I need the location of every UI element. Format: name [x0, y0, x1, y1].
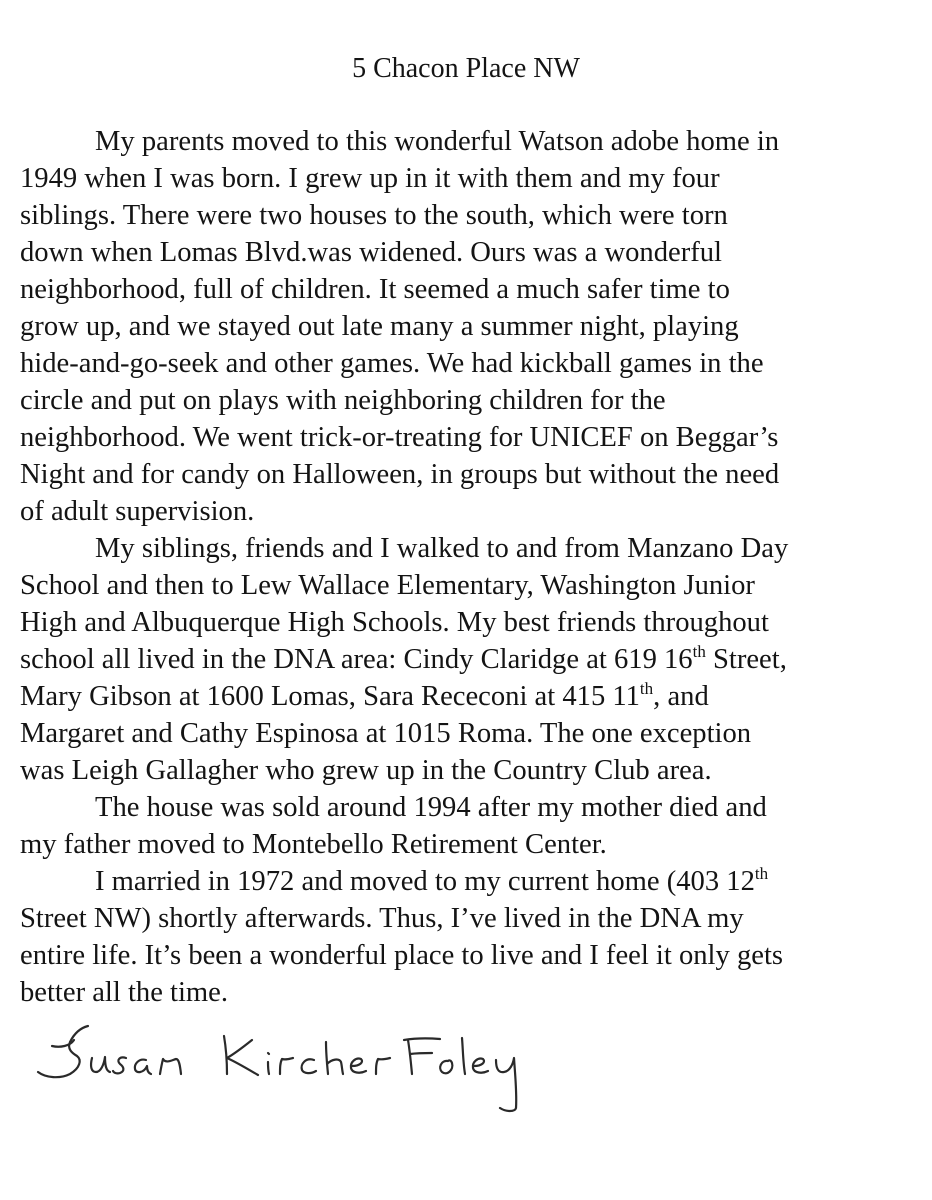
signature-drawing	[30, 1012, 540, 1117]
paragraph-4-line-4: better all the time.	[20, 977, 229, 1008]
line-text: , and	[653, 681, 709, 712]
paragraph-3-line-2: my father moved to Montebello Retirement Center.	[20, 829, 607, 860]
paragraph-4-line-1	[95, 864, 768, 900]
paragraph-2-line-5	[20, 679, 709, 715]
paragraph-1-line-9: neighborhood. We went trick-or-treating for UNICEF on Beggar’s	[20, 422, 779, 453]
paragraph-3-line-1: The house was sold around 1994 after my mother died and	[95, 792, 767, 823]
line-text: Mary Gibson at 1600 Lomas, Sara Receconi at 415 11	[20, 681, 640, 712]
paragraph-2-line-3: High and Albuquerque High Schools. My best friends throughout	[20, 607, 769, 638]
paragraph-4-line-2: Street NW) shortly afterwards. Thus, I’ve lived in the DNA my	[20, 903, 744, 934]
paragraph-2-line-1: My siblings, friends and I walked to and from Manzano Day	[95, 533, 789, 564]
paragraph-1-line-11: of adult supervision.	[20, 496, 255, 527]
ordinal-suffix: th	[754, 864, 769, 883]
paragraph-2-line-6: Margaret and Cathy Espinosa at 1015 Roma. The one exception	[20, 718, 752, 749]
line-text: school all lived in the DNA area: Cindy Claridge at 619 16	[20, 644, 693, 675]
paragraph-4-line-3: entire life. It’s been a wonderful place to live and I feel it only gets	[20, 940, 784, 971]
paragraph-1-line-7: hide-and-go-seek and other games. We had kickball games in the	[20, 348, 764, 379]
page-title: 5 Chacon Place NW	[352, 53, 580, 84]
ordinal-suffix: th	[639, 679, 654, 698]
paragraph-1-line-3: siblings. There were two houses to the south, which were torn	[20, 200, 728, 231]
line-text: Street,	[705, 644, 787, 675]
paragraph-2-line-2: School and then to Lew Wallace Elementary, Washington Junior	[20, 570, 755, 601]
paragraph-1-line-10: Night and for candy on Halloween, in groups but without the need	[20, 459, 780, 490]
paragraph-2-line-4	[20, 642, 787, 678]
line-text: I married in 1972 and moved to my current home (403 12	[95, 866, 755, 897]
ordinal-suffix: th	[692, 642, 706, 661]
paragraph-1-line-6: grow up, and we stayed out late many a summer night, playing	[20, 311, 739, 342]
paragraph-1-line-8: circle and put on plays with neighboring children for the	[20, 385, 666, 416]
paragraph-1-line-4: down when Lomas Blvd.was widened. Ours was a wonderful	[20, 237, 722, 268]
paragraph-1-line-1: My parents moved to this wonderful Watson adobe home in	[95, 126, 780, 157]
handwritten-signature	[30, 1012, 540, 1117]
paragraph-1-line-2: 1949 when I was born. I grew up in it with them and my four	[20, 163, 720, 194]
paragraph-2-line-7: was Leigh Gallagher who grew up in the Country Club area.	[20, 755, 712, 786]
paragraph-1-line-5: neighborhood, full of children. It seemed a much safer time to	[20, 274, 730, 305]
